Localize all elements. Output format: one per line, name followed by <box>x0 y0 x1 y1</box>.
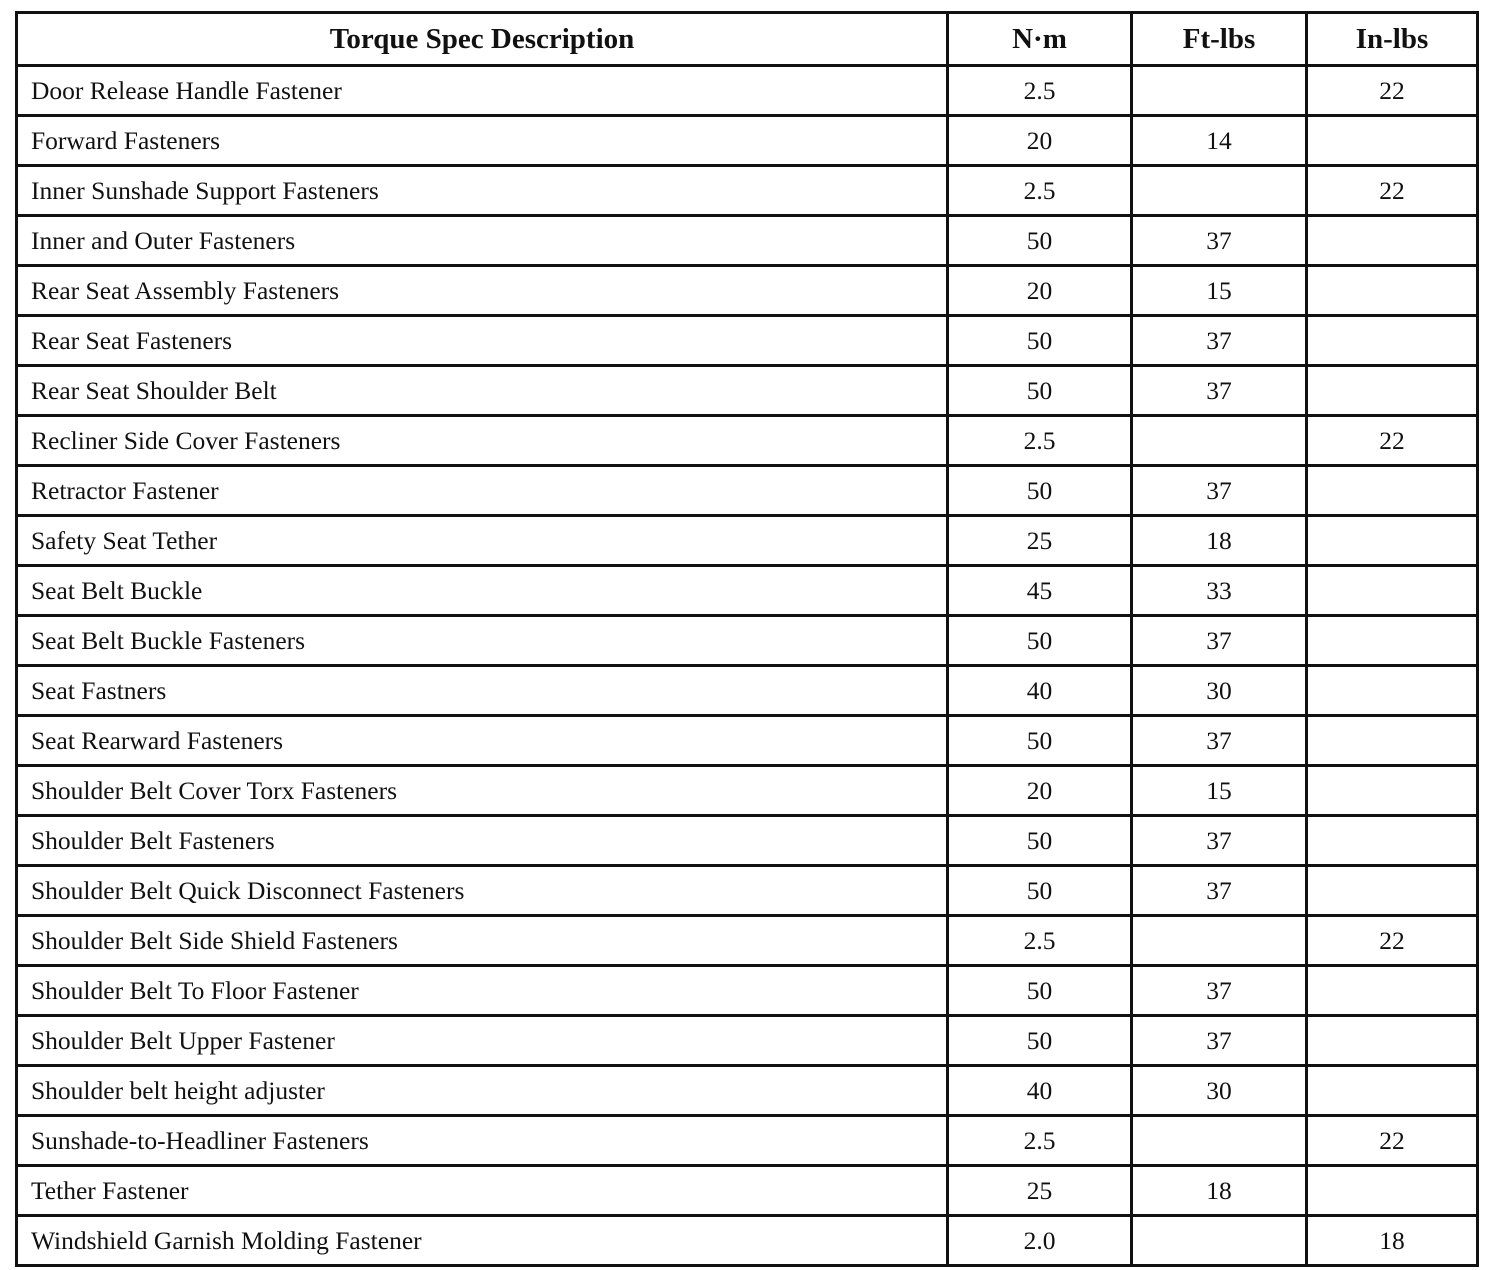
cell-nm: 50 <box>948 866 1132 916</box>
cell-inlbs <box>1307 466 1478 516</box>
header-nm: N·m <box>948 13 1132 66</box>
cell-inlbs: 22 <box>1307 166 1478 216</box>
table-row <box>17 716 1478 766</box>
header-ftlbs: Ft-lbs <box>1132 13 1307 66</box>
cell-inlbs <box>1307 516 1478 566</box>
cell-description: Rear Seat Fasteners <box>17 316 948 366</box>
cell-nm: 2.0 <box>948 1216 1132 1266</box>
table-row <box>17 916 1478 966</box>
cell-ftlbs <box>1132 916 1307 966</box>
cell-description: Seat Fastners <box>17 666 948 716</box>
cell-inlbs: 22 <box>1307 416 1478 466</box>
table-row <box>17 1016 1478 1066</box>
cell-description: Shoulder Belt Cover Torx Fasteners <box>17 766 948 816</box>
cell-description: Windshield Garnish Molding Fastener <box>17 1216 948 1266</box>
cell-nm: 25 <box>948 1166 1132 1216</box>
cell-inlbs <box>1307 316 1478 366</box>
cell-description: Shoulder Belt Quick Disconnect Fasteners <box>17 866 948 916</box>
cell-ftlbs: 37 <box>1132 966 1307 1016</box>
cell-ftlbs: 18 <box>1132 1166 1307 1216</box>
cell-inlbs: 18 <box>1307 1216 1478 1266</box>
cell-inlbs <box>1307 366 1478 416</box>
cell-inlbs <box>1307 966 1478 1016</box>
cell-description: Door Release Handle Fastener <box>17 66 948 116</box>
cell-description: Rear Seat Shoulder Belt <box>17 366 948 416</box>
cell-ftlbs: 15 <box>1132 266 1307 316</box>
table-row <box>17 116 1478 166</box>
table-row <box>17 966 1478 1016</box>
cell-ftlbs: 37 <box>1132 816 1307 866</box>
cell-description: Inner Sunshade Support Fasteners <box>17 166 948 216</box>
table-row <box>17 1066 1478 1116</box>
cell-description: Shoulder belt height adjuster <box>17 1066 948 1116</box>
cell-nm: 45 <box>948 566 1132 616</box>
cell-nm: 40 <box>948 1066 1132 1116</box>
cell-inlbs: 22 <box>1307 66 1478 116</box>
cell-inlbs <box>1307 216 1478 266</box>
cell-description: Shoulder Belt Fasteners <box>17 816 948 866</box>
cell-ftlbs: 14 <box>1132 116 1307 166</box>
table-row <box>17 766 1478 816</box>
cell-nm: 50 <box>948 316 1132 366</box>
cell-description: Rear Seat Assembly Fasteners <box>17 266 948 316</box>
table-row <box>17 316 1478 366</box>
cell-nm: 20 <box>948 116 1132 166</box>
cell-nm: 50 <box>948 816 1132 866</box>
cell-ftlbs: 37 <box>1132 1016 1307 1066</box>
cell-nm: 25 <box>948 516 1132 566</box>
cell-description: Sunshade-to-Headliner Fasteners <box>17 1116 948 1166</box>
cell-ftlbs <box>1132 1116 1307 1166</box>
table-row <box>17 266 1478 316</box>
cell-ftlbs: 37 <box>1132 366 1307 416</box>
cell-nm: 50 <box>948 1016 1132 1066</box>
table-row <box>17 816 1478 866</box>
cell-nm: 50 <box>948 616 1132 666</box>
cell-inlbs <box>1307 116 1478 166</box>
cell-description: Seat Rearward Fasteners <box>17 716 948 766</box>
cell-ftlbs: 37 <box>1132 866 1307 916</box>
cell-description: Inner and Outer Fasteners <box>17 216 948 266</box>
cell-nm: 50 <box>948 216 1132 266</box>
cell-description: Tether Fastener <box>17 1166 948 1216</box>
cell-ftlbs: 37 <box>1132 716 1307 766</box>
cell-inlbs <box>1307 666 1478 716</box>
cell-ftlbs: 37 <box>1132 466 1307 516</box>
cell-description: Shoulder Belt Side Shield Fasteners <box>17 916 948 966</box>
cell-description: Recliner Side Cover Fasteners <box>17 416 948 466</box>
cell-description: Retractor Fastener <box>17 466 948 516</box>
cell-inlbs <box>1307 266 1478 316</box>
table-header-row <box>17 13 1478 66</box>
table-row <box>17 366 1478 416</box>
cell-description: Safety Seat Tether <box>17 516 948 566</box>
cell-ftlbs: 37 <box>1132 216 1307 266</box>
cell-inlbs <box>1307 816 1478 866</box>
cell-ftlbs: 33 <box>1132 566 1307 616</box>
table-row <box>17 616 1478 666</box>
cell-description: Forward Fasteners <box>17 116 948 166</box>
cell-nm: 50 <box>948 366 1132 416</box>
cell-ftlbs <box>1132 416 1307 466</box>
torque-spec-table <box>15 11 1479 1267</box>
cell-inlbs: 22 <box>1307 1116 1478 1166</box>
header-description: Torque Spec Description <box>17 13 948 66</box>
cell-nm: 2.5 <box>948 916 1132 966</box>
cell-inlbs <box>1307 566 1478 616</box>
table-row <box>17 516 1478 566</box>
cell-inlbs <box>1307 616 1478 666</box>
cell-inlbs <box>1307 766 1478 816</box>
table-row <box>17 866 1478 916</box>
cell-inlbs <box>1307 716 1478 766</box>
cell-nm: 2.5 <box>948 416 1132 466</box>
cell-description: Seat Belt Buckle <box>17 566 948 616</box>
cell-inlbs <box>1307 866 1478 916</box>
table-row <box>17 66 1478 116</box>
header-inlbs: In-lbs <box>1307 13 1478 66</box>
cell-ftlbs: 37 <box>1132 616 1307 666</box>
cell-ftlbs <box>1132 1216 1307 1266</box>
cell-nm: 20 <box>948 766 1132 816</box>
cell-nm: 2.5 <box>948 66 1132 116</box>
table-row <box>17 1216 1478 1266</box>
cell-description: Seat Belt Buckle Fasteners <box>17 616 948 666</box>
cell-inlbs <box>1307 1066 1478 1116</box>
cell-ftlbs <box>1132 66 1307 116</box>
table-row <box>17 666 1478 716</box>
table-row <box>17 566 1478 616</box>
cell-nm: 20 <box>948 266 1132 316</box>
cell-ftlbs <box>1132 166 1307 216</box>
table-row <box>17 416 1478 466</box>
cell-ftlbs: 15 <box>1132 766 1307 816</box>
table-row <box>17 466 1478 516</box>
cell-nm: 50 <box>948 716 1132 766</box>
cell-nm: 50 <box>948 466 1132 516</box>
cell-nm: 40 <box>948 666 1132 716</box>
cell-ftlbs: 18 <box>1132 516 1307 566</box>
cell-description: Shoulder Belt Upper Fastener <box>17 1016 948 1066</box>
table-row <box>17 166 1478 216</box>
cell-nm: 2.5 <box>948 166 1132 216</box>
cell-ftlbs: 30 <box>1132 1066 1307 1116</box>
cell-ftlbs: 30 <box>1132 666 1307 716</box>
table-row <box>17 216 1478 266</box>
table-row <box>17 1166 1478 1216</box>
table-row <box>17 1116 1478 1166</box>
cell-inlbs <box>1307 1166 1478 1216</box>
cell-inlbs: 22 <box>1307 916 1478 966</box>
table-body <box>17 66 1478 1266</box>
cell-nm: 2.5 <box>948 1116 1132 1166</box>
cell-nm: 50 <box>948 966 1132 1016</box>
cell-description: Shoulder Belt To Floor Fastener <box>17 966 948 1016</box>
cell-inlbs <box>1307 1016 1478 1066</box>
cell-ftlbs: 37 <box>1132 316 1307 366</box>
